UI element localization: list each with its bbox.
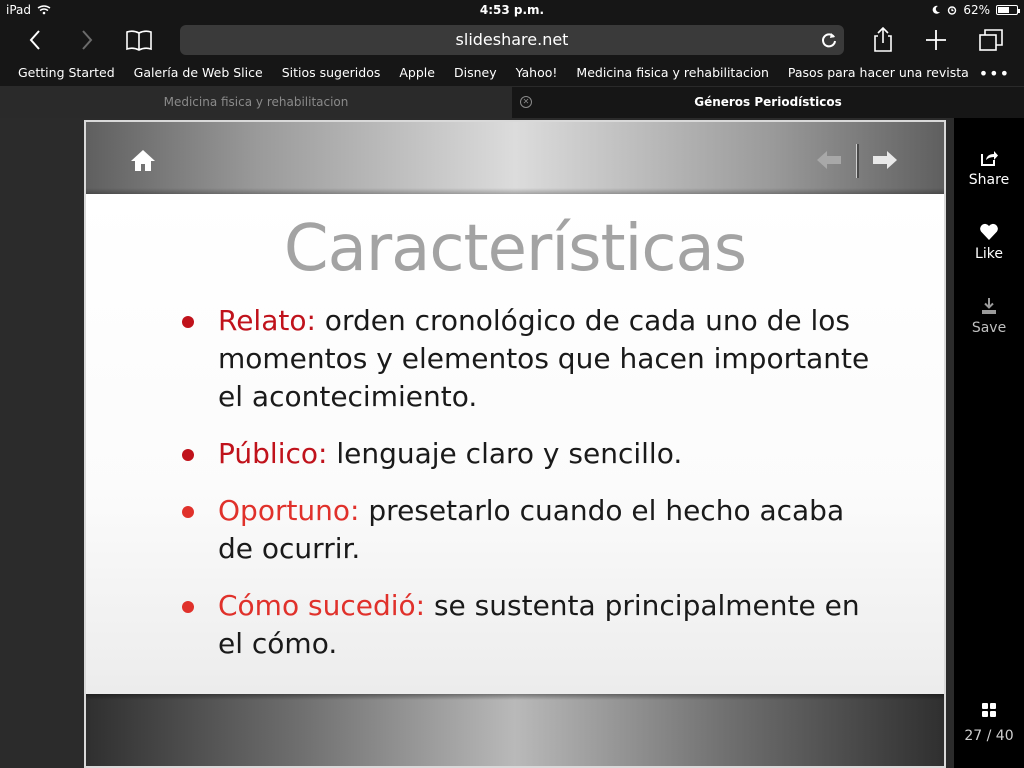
bullet-dot bbox=[182, 601, 194, 613]
moon-icon bbox=[931, 5, 941, 15]
tab-generos-periodisticos[interactable] bbox=[512, 87, 1024, 118]
tab-medicina[interactable] bbox=[0, 87, 512, 118]
slide-header bbox=[86, 122, 944, 194]
share-icon bbox=[979, 148, 999, 168]
like-button[interactable] bbox=[954, 222, 1024, 262]
bookmark-apple[interactable]: Apple bbox=[399, 64, 435, 80]
bullet-dot bbox=[182, 449, 194, 461]
back-icon[interactable] bbox=[20, 26, 50, 54]
bullet-term: Oportuno: bbox=[218, 494, 360, 527]
share-button[interactable] bbox=[954, 148, 1024, 188]
bullet-text: orden cronológico de cada uno de los momentos y elementos que hacen importante el acontecimiento. bbox=[218, 304, 870, 413]
bookmark-web-slice[interactable]: Galería de Web Slice bbox=[133, 64, 263, 80]
slideshare-sidebar bbox=[954, 118, 1024, 768]
slide bbox=[84, 120, 946, 768]
bullet-dot bbox=[182, 316, 194, 328]
page-counter: 27 / 40 bbox=[964, 728, 1014, 744]
browser-toolbar bbox=[0, 22, 1024, 58]
battery-percent: 62% bbox=[963, 3, 990, 17]
bookmark-disney[interactable]: Disney bbox=[453, 64, 497, 80]
nav-divider bbox=[856, 144, 859, 178]
forward-icon[interactable] bbox=[72, 26, 102, 54]
like-label: Like bbox=[975, 246, 1003, 262]
new-tab-icon[interactable] bbox=[921, 26, 951, 54]
save-label: Save bbox=[971, 320, 1007, 336]
bullet-list bbox=[182, 302, 882, 682]
grid-view-icon[interactable] bbox=[981, 702, 997, 718]
bullet-item bbox=[182, 435, 882, 473]
bullet-text: se sustenta principalmente en el cómo. bbox=[218, 589, 860, 660]
bullet-item bbox=[182, 492, 882, 568]
next-slide-icon[interactable] bbox=[872, 150, 898, 170]
tab-bar bbox=[0, 86, 1024, 118]
download-icon bbox=[979, 296, 999, 316]
battery-icon bbox=[996, 5, 1018, 15]
bullet-text: lenguaje claro y sencillo. bbox=[327, 437, 683, 470]
previous-slide-icon[interactable] bbox=[816, 150, 842, 170]
bullet-term: Público: bbox=[218, 437, 328, 470]
tab-label: Géneros Periodísticos bbox=[694, 95, 842, 109]
bullet-dot bbox=[182, 506, 194, 518]
alarm-icon bbox=[947, 5, 957, 15]
heart-icon bbox=[979, 222, 999, 242]
reload-icon[interactable] bbox=[820, 31, 838, 49]
status-bar bbox=[0, 0, 1024, 22]
bullet-term: Cómo sucedió: bbox=[218, 589, 426, 622]
bookmark-yahoo[interactable]: Yahoo! bbox=[515, 64, 558, 80]
share-icon[interactable] bbox=[868, 26, 898, 54]
bookmarks-bar bbox=[0, 58, 1024, 86]
more-bookmarks-icon[interactable]: ••• bbox=[978, 64, 1010, 83]
url-text: slideshare.net bbox=[455, 30, 569, 49]
tabs-icon[interactable] bbox=[976, 26, 1006, 54]
address-bar[interactable] bbox=[180, 25, 844, 55]
tab-label: Medicina fisica y rehabilitacion bbox=[163, 95, 349, 109]
bullet-term: Relato: bbox=[218, 304, 316, 337]
bullet-text: presetarlo cuando el hecho acaba de ocurrir. bbox=[218, 494, 845, 565]
bookmarks-icon[interactable] bbox=[124, 26, 154, 54]
close-tab-icon[interactable]: ✕ bbox=[520, 96, 532, 108]
share-label: Share bbox=[968, 172, 1010, 188]
slide-footer bbox=[86, 694, 944, 766]
bookmark-pasos-revista[interactable]: Pasos para hacer una revista bbox=[787, 64, 969, 80]
device-label: iPad bbox=[6, 3, 32, 17]
clock: 4:53 p.m. bbox=[479, 3, 545, 17]
bullet-item bbox=[182, 587, 882, 663]
bookmark-suggested-sites[interactable]: Sitios sugeridos bbox=[281, 64, 381, 80]
bookmark-getting-started[interactable]: Getting Started bbox=[18, 64, 115, 80]
home-icon[interactable] bbox=[130, 148, 156, 172]
bookmark-medicina[interactable]: Medicina fisica y rehabilitacion bbox=[576, 64, 769, 80]
slide-title: Características bbox=[283, 212, 747, 286]
save-button[interactable] bbox=[954, 296, 1024, 336]
bullet-item bbox=[182, 302, 882, 416]
